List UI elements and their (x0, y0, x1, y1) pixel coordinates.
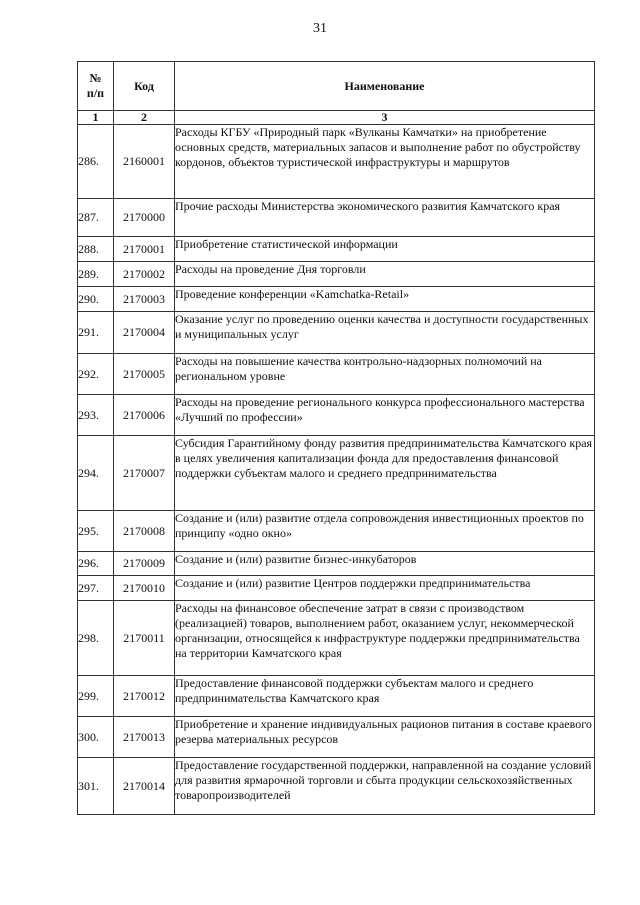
row-code: 2170013 (114, 717, 175, 758)
row-number: 286. (78, 125, 114, 199)
row-number: 290. (78, 287, 114, 312)
row-code: 2170001 (114, 237, 175, 262)
table-row (78, 436, 595, 511)
table-row (78, 576, 595, 601)
table-row (78, 287, 595, 312)
row-name: Предоставление финансовой поддержки субъектам малого и среднего предпринимательства Камчатского края (175, 676, 595, 717)
row-name: Расходы на финансовое обеспечение затрат в связи с производством (реализацией) товаров, выполнением работ, оказанием услуг, некоммерческой организации, относящейся к инфраструктуре поддержки предпринимательства на территории Камчатского края (175, 601, 595, 676)
table-row (78, 717, 595, 758)
page-number: 31 (313, 21, 327, 36)
row-name: Расходы на проведение регионального конкурса профессионального мастерства «Лучший по профессии» (175, 395, 595, 436)
table-header-row (78, 62, 595, 111)
row-code: 2170014 (114, 758, 175, 815)
row-name: Приобретение и хранение индивидуальных рационов питания в составе краевого резерва материальных ресурсов (175, 717, 595, 758)
table-row (78, 552, 595, 576)
row-number: 296. (78, 552, 114, 576)
row-name: Создание и (или) развитие отдела сопровождения инвестиционных проектов по принципу «одно окно» (175, 511, 595, 552)
column-index-2: 2 (114, 111, 175, 125)
table-row (78, 676, 595, 717)
row-number: 288. (78, 237, 114, 262)
budget-codes-table (77, 61, 595, 815)
table-row (78, 395, 595, 436)
row-code: 2170008 (114, 511, 175, 552)
table-row (78, 354, 595, 395)
row-code: 2170012 (114, 676, 175, 717)
row-code: 2170005 (114, 354, 175, 395)
row-name: Предоставление государственной поддержки, направленной на создание условий для развития ярмарочной торговли и сбыта продукции сельскохозяйственных товаропроизводителей (175, 758, 595, 815)
row-number: 289. (78, 262, 114, 287)
row-name: Приобретение статистической информации (175, 237, 595, 262)
row-code: 2170003 (114, 287, 175, 312)
table-row (78, 601, 595, 676)
row-number: 292. (78, 354, 114, 395)
row-name: Расходы на проведение Дня торговли (175, 262, 595, 287)
row-name: Расходы КГБУ «Природный парк «Вулканы Камчатки» на приобретение основных средств, материальных запасов и выполнение работ по обустройству кордонов, объектов туристической инфраструктуры и маршрутов (175, 125, 595, 199)
row-code: 2160001 (114, 125, 175, 199)
table-row (78, 312, 595, 354)
table-row (78, 199, 595, 237)
row-name: Создание и (или) развитие бизнес-инкубаторов (175, 552, 595, 576)
row-name: Оказание услуг по проведению оценки качества и доступности государственных и муниципальных услуг (175, 312, 595, 354)
row-number: 294. (78, 436, 114, 511)
row-number: 291. (78, 312, 114, 354)
row-code: 2170000 (114, 199, 175, 237)
row-code: 2170002 (114, 262, 175, 287)
header-code: Код (114, 62, 175, 111)
row-code: 2170007 (114, 436, 175, 511)
row-code: 2170010 (114, 576, 175, 601)
table-row (78, 237, 595, 262)
row-code: 2170006 (114, 395, 175, 436)
column-index-3: 3 (175, 111, 595, 125)
header-num (78, 62, 114, 111)
row-number: 297. (78, 576, 114, 601)
row-name: Создание и (или) развитие Центров поддержки предпринимательства (175, 576, 595, 601)
row-name: Расходы на повышение качества контрольно-надзорных полномочий на региональном уровне (175, 354, 595, 395)
row-name: Прочие расходы Министерства экономического развития Камчатского края (175, 199, 595, 237)
row-name: Субсидия Гарантийному фонду развития предпринимательства Камчатского края в целях увеличения капитализации фонда для предоставления финансовой поддержки субъектам малого и среднего предпринимательства (175, 436, 595, 511)
header-num-label: № п/п (86, 71, 105, 100)
table-row (78, 262, 595, 287)
row-number: 301. (78, 758, 114, 815)
row-number: 300. (78, 717, 114, 758)
row-name: Проведение конференции «Kamchatka-Retail» (175, 287, 595, 312)
header-name: Наименование (175, 62, 595, 111)
row-number: 293. (78, 395, 114, 436)
table-row (78, 125, 595, 199)
table-row (78, 758, 595, 815)
row-code: 2170011 (114, 601, 175, 676)
row-number: 299. (78, 676, 114, 717)
row-number: 295. (78, 511, 114, 552)
table-row (78, 511, 595, 552)
row-code: 2170009 (114, 552, 175, 576)
column-index-1: 1 (78, 111, 114, 125)
row-code: 2170004 (114, 312, 175, 354)
row-number: 298. (78, 601, 114, 676)
row-number: 287. (78, 199, 114, 237)
column-index-row (78, 111, 595, 125)
